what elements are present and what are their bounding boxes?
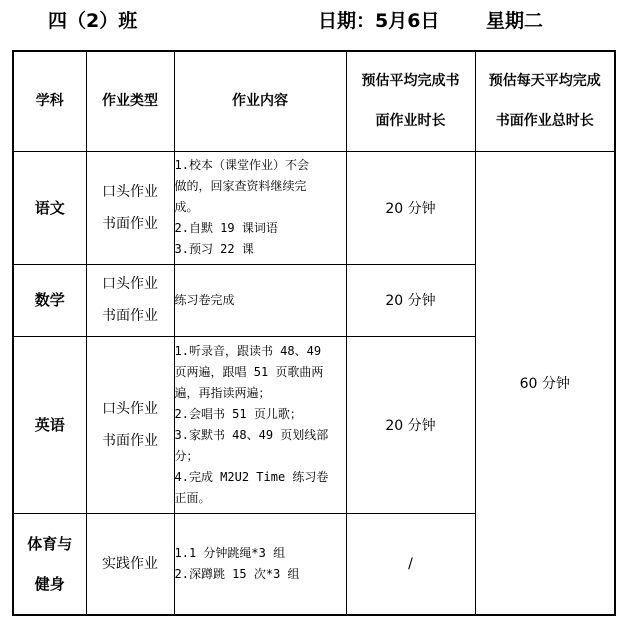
col-header-time-line1: 预估平均完成书 bbox=[361, 73, 460, 90]
col-header-time bbox=[346, 51, 475, 151]
content-cell bbox=[174, 151, 346, 264]
col-header-type: 作业类型 bbox=[86, 51, 174, 151]
type-line: 书面作业 bbox=[102, 432, 158, 449]
weekday-label: 星期二 bbox=[486, 10, 544, 32]
col-header-subject: 学科 bbox=[13, 51, 86, 151]
type-line: 口头作业 bbox=[102, 183, 158, 200]
content-line: 3.家默书 48、49 页划线部 bbox=[174, 427, 329, 442]
subject-cell bbox=[13, 513, 86, 615]
homework-table bbox=[12, 50, 616, 616]
content-cell bbox=[174, 336, 346, 513]
subject-line: 体育与 bbox=[27, 534, 73, 553]
type-line: 口头作业 bbox=[102, 276, 158, 292]
time-cell: 20 分钟 bbox=[346, 264, 475, 336]
content-line: 页两遍，跟唱 51 页歌曲两 bbox=[174, 364, 324, 379]
type-line: 书面作业 bbox=[102, 215, 158, 232]
col-header-total-line2: 书面作业总时长 bbox=[495, 113, 594, 130]
table-header-row bbox=[13, 51, 615, 151]
type-line: 口头作业 bbox=[102, 400, 158, 417]
content-line: 遍，再指读两遍； bbox=[174, 385, 271, 400]
content-cell bbox=[174, 264, 346, 336]
time-cell: 20 分钟 bbox=[346, 336, 475, 513]
type-cell bbox=[86, 336, 174, 513]
content-line: 做的，回家查资料继续完 bbox=[174, 179, 307, 193]
content-line: 2.会唱书 51 页儿歌； bbox=[174, 406, 302, 421]
subject-cell: 英语 bbox=[13, 336, 86, 513]
date-label: 日期：5月6日 bbox=[318, 10, 440, 32]
subject-line: 健身 bbox=[34, 574, 65, 593]
content-line: 练习卷完成 bbox=[174, 292, 235, 307]
subject-cell: 数学 bbox=[13, 264, 86, 336]
content-line: 分； bbox=[174, 448, 199, 463]
col-header-time-line2: 面作业时长 bbox=[375, 113, 446, 130]
content-line: 1.校本（课堂作业）不会 bbox=[174, 158, 309, 172]
col-header-total-line1: 预估每天平均完成 bbox=[488, 73, 601, 90]
table-row bbox=[13, 151, 615, 264]
class-name: 四（2）班 bbox=[48, 10, 138, 32]
type-cell bbox=[86, 151, 174, 264]
subject-cell: 语文 bbox=[13, 151, 86, 264]
time-cell: / bbox=[346, 513, 475, 615]
content-line: 2.自默 19 课词语 bbox=[174, 221, 278, 235]
content-line: 正面。 bbox=[174, 490, 211, 505]
content-line: 1.1 分钟跳绳*3 组 bbox=[174, 545, 286, 560]
type-line: 书面作业 bbox=[102, 308, 158, 324]
type-cell: 实践作业 bbox=[86, 513, 174, 615]
content-line: 3.预习 22 课 bbox=[174, 242, 254, 256]
content-line: 成。 bbox=[174, 200, 199, 214]
col-header-content: 作业内容 bbox=[174, 51, 346, 151]
content-line: 2.深蹲跳 15 次*3 组 bbox=[174, 566, 300, 581]
content-line: 4.完成 M2U2 Time 练习卷 bbox=[174, 469, 329, 484]
total-time-cell: 60 分钟 bbox=[475, 151, 615, 615]
type-cell bbox=[86, 264, 174, 336]
content-cell bbox=[174, 513, 346, 615]
col-header-total bbox=[475, 51, 615, 151]
content-line: 1.听录音，跟读书 48、49 bbox=[174, 343, 322, 358]
time-cell: 20 分钟 bbox=[346, 151, 475, 264]
